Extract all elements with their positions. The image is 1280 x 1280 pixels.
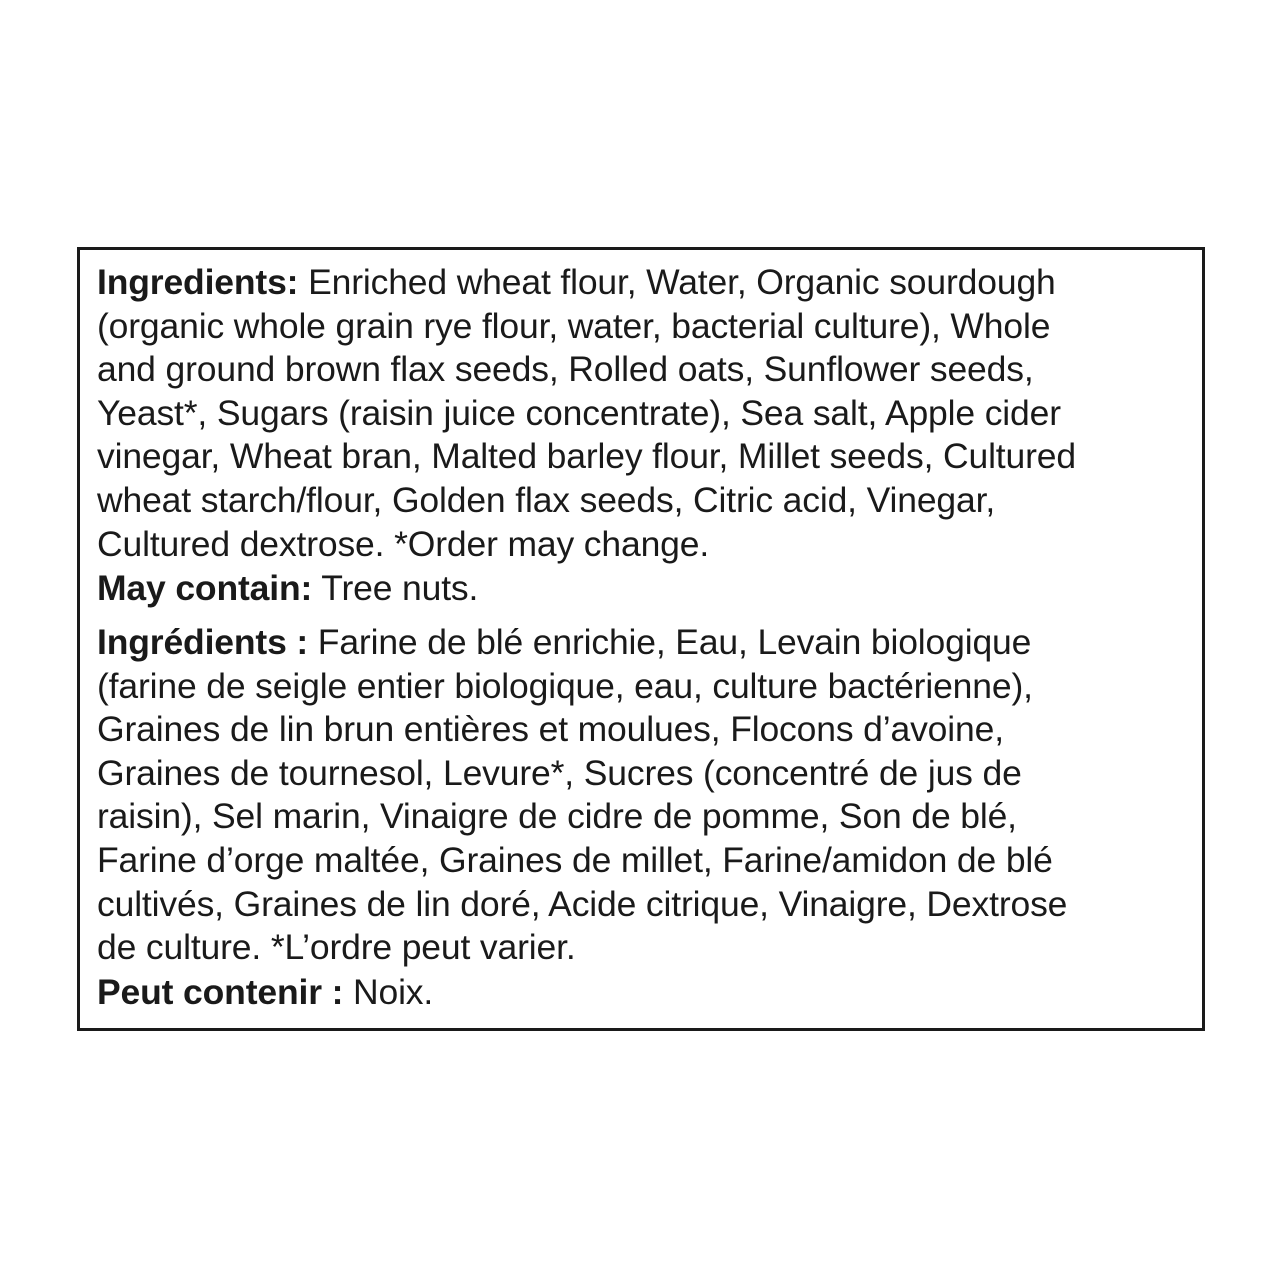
english-may-contain-heading: May contain: [97,568,313,608]
english-ingredients-paragraph [97,261,1187,566]
english-ingredients-line: Cultured dextrose. *Order may change. [97,523,710,564]
french-ingredients-line: Graines de tournesol, Levure*, Sucres (concentré de jus de [97,752,1022,793]
french-may-contain-heading: Peut contenir : [97,972,344,1012]
english-may-contain-text: Tree nuts. [312,568,479,608]
english-ingredients-text: Enriched wheat flour, Water, Organic sourdough [298,262,1056,302]
english-ingredients-line: and ground brown flax seeds, Rolled oats, Sunflower seeds, [97,349,1034,390]
french-ingredients-line: de culture. *L’ordre peut varier. [97,927,576,968]
english-ingredients-line: Yeast*, Sugars (raisin juice concentrate), Sea salt, Apple cider [97,392,1061,433]
french-allergen-paragraph [97,971,1187,1015]
english-ingredients-line: vinegar, Wheat bran, Malted barley flour, Millet seeds, Cultured [97,436,1076,477]
french-ingredients-line: raisin), Sel marin, Vinaigre de cidre de pomme, Son de blé, [97,796,1017,837]
english-ingredients-heading: Ingredients: [97,262,299,302]
french-ingredients-line: Graines de lin brun entières et moulues, Flocons d’avoine, [97,709,1004,750]
english-ingredients-line: wheat starch/flour, Golden flax seeds, Citric acid, Vinegar, [97,479,996,520]
french-ingredients-text: Farine de blé enrichie, Eau, Levain biologique [308,622,1032,662]
english-allergen-paragraph [97,567,1187,611]
french-ingredients-heading: Ingrédients : [97,622,309,662]
french-ingredients-line: cultivés, Graines de lin doré, Acide citrique, Vinaigre, Dextrose [97,883,1068,924]
english-allergen-line [97,567,1187,611]
english-ingredients-line: (organic whole grain rye flour, water, bacterial culture), Whole [97,305,1051,346]
french-may-contain-text: Noix. [343,972,434,1012]
french-ingredients-line: Farine d’orge maltée, Graines de millet, Farine/amidon de blé [97,839,1053,880]
french-ingredients-line: (farine de seigle entier biologique, eau, culture bactérienne), [97,665,1033,706]
english-ingredients-line [97,261,1187,305]
french-ingredients-line [97,621,1187,665]
french-ingredients-paragraph [97,621,1187,970]
french-allergen-line [97,971,1187,1015]
